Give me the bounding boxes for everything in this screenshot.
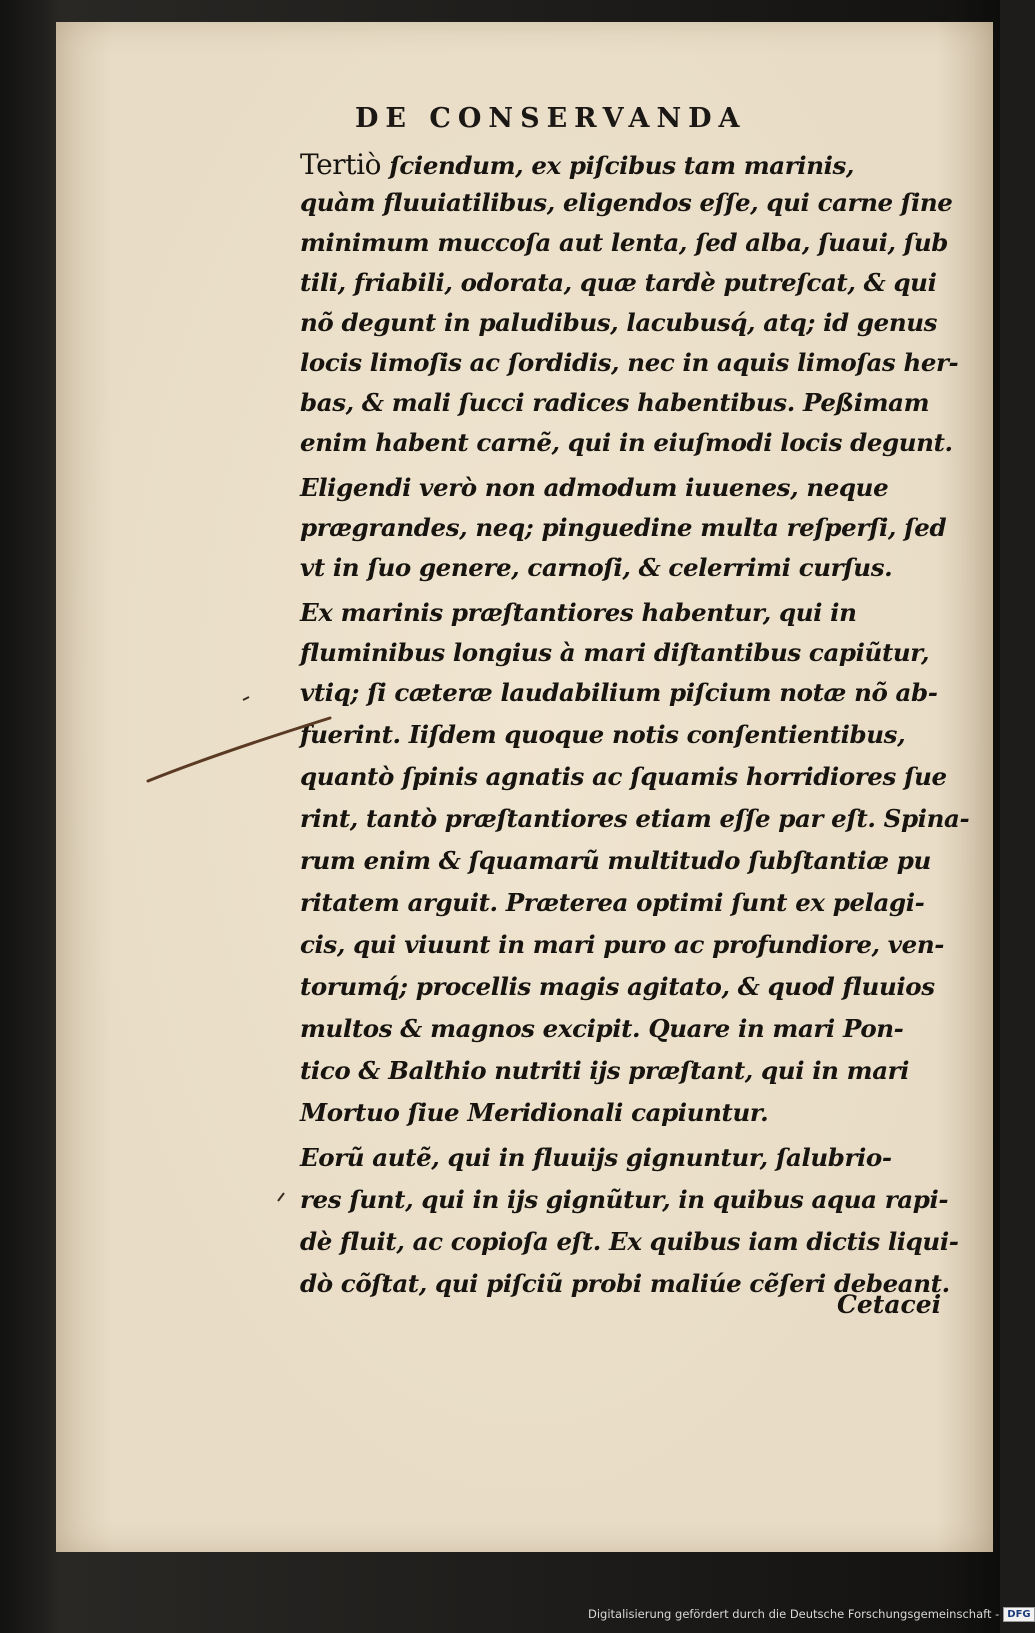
text-line: locis limoſis ac ſordidis, nec in aquis limoſas her- — [300, 348, 959, 377]
text-line: rint, tantò præſtantiores etiam eſſe par eſt. Spina- — [300, 804, 970, 833]
lead-word: Tertiò — [300, 148, 382, 181]
text-line: Mortuo ſiue Meridionali capiuntur. — [300, 1098, 769, 1127]
text-line: dò cõſtat, qui piſciũ probi maliúe cẽſeri debeant. — [300, 1269, 950, 1298]
text-line: quantò ſpinis agnatis ac ſquamis horridiores ſue — [300, 762, 947, 791]
text-line: Eligendi verò non admodum iuuenes, neque — [300, 473, 889, 502]
digitization-credit — [588, 1603, 1035, 1625]
text-line: rum enim & ſquamarũ multitudo ſubſtantiæ pu — [300, 846, 931, 875]
text-line: fuerint. Iiſdem quoque notis conſentientibus, — [300, 720, 906, 749]
text-line: dè fluit, ac copioſa eſt. Ex quibus iam dictis liqui- — [300, 1227, 959, 1256]
text-line: quàm fluuiatilibus, eligendos eſſe, qui carne ſine — [300, 188, 953, 217]
text-line: enim habent carnẽ, qui in eiuſmodi locis degunt. — [300, 428, 953, 457]
ink-stroke — [148, 718, 330, 781]
text-line: Eorũ autẽ, qui in fluuijs gignuntur, ſalubrio- — [300, 1143, 892, 1172]
text-line: Tertiò ſciendum, ex piſcibus tam marinis, — [300, 148, 855, 181]
text-line: fluminibus longius à mari diſtantibus capiũtur, — [300, 638, 930, 667]
text-line: bas, & mali ſucci radices habentibus. Peßimam — [300, 388, 930, 417]
running-header: DE CONSERVANDA — [355, 103, 747, 134]
ink-dot — [243, 697, 249, 700]
text-line: vt in ſuo genere, carnoſi, & celerrimi curſus. — [300, 553, 893, 582]
text-line: Ex marinis præſtantiores habentur, qui in — [300, 598, 857, 627]
catchword: Cetacei — [837, 1290, 942, 1319]
ink-tick — [278, 1193, 284, 1201]
footer-text: Digitalisierung gefördert durch die Deutsche Forschungsgemeinschaft - — [588, 1607, 1000, 1621]
text-line: vtiq; ſi cæteræ laudabilium piſcium notæ nõ ab- — [300, 678, 938, 707]
text-line: tili, friabili, odorata, quæ tardè putreſcat, & qui — [300, 268, 937, 297]
text-line: torumq́; procellis magis agitato, & quod fluuios — [300, 972, 935, 1001]
text-line: nõ degunt in paludibus, lacubusq́, atq; id genus — [300, 308, 938, 337]
text-line: minimum muccoſa aut lenta, ſed alba, ſuaui, ſub — [300, 228, 949, 257]
text-line: ritatem arguit. Præterea optimi ſunt ex pelagi- — [300, 888, 925, 917]
text-line: cis, qui viuunt in mari puro ac profundiore, ven- — [300, 930, 945, 959]
text-line: prægrandes, neq; pinguedine multa reſperſi, ſed — [300, 513, 947, 542]
text-line: res ſunt, qui in ijs gignũtur, in quibus aqua rapi- — [300, 1185, 949, 1214]
dfg-logo: DFG — [1003, 1607, 1034, 1622]
text-line: tico & Balthio nutriti ijs præſtant, qui in mari — [300, 1056, 910, 1085]
text-line: multos & magnos excipit. Quare in mari Pon- — [300, 1014, 904, 1043]
